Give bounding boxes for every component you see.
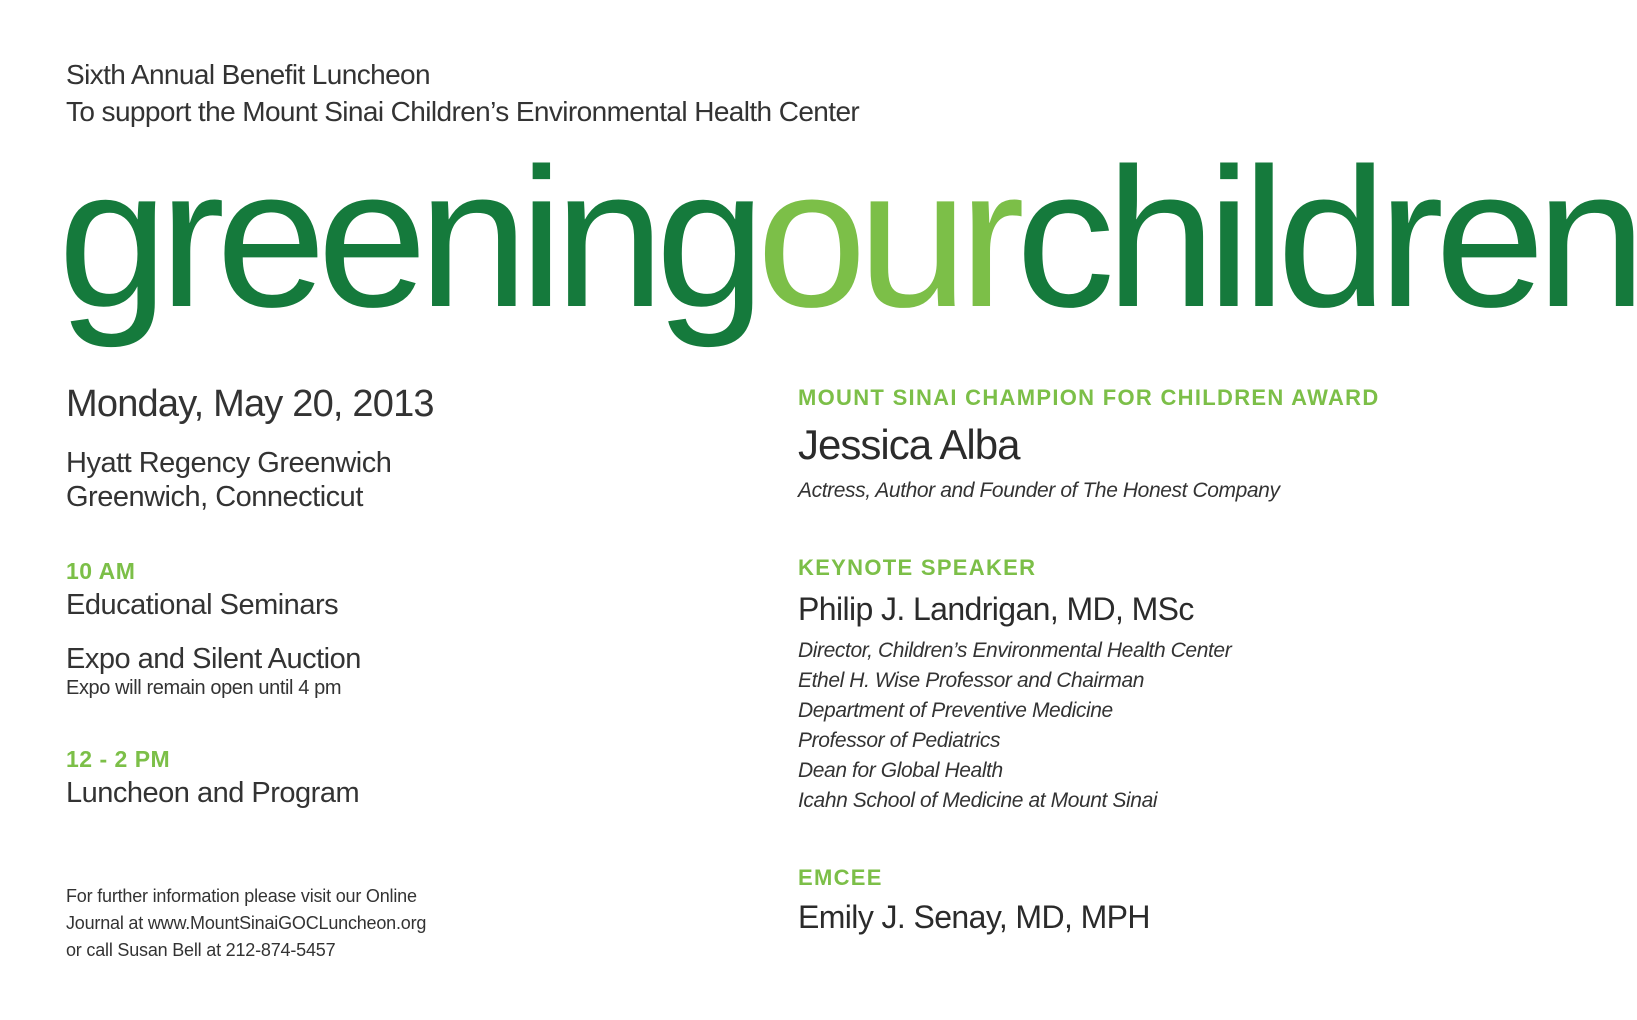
emcee-name: Emily J. Senay, MD, MPH bbox=[798, 899, 1150, 935]
schedule-expo: Expo and Silent Auction bbox=[66, 643, 361, 675]
event-venue bbox=[66, 446, 391, 514]
schedule-expo-note: Expo will remain open until 4 pm bbox=[66, 677, 342, 699]
keynote-label: KEYNOTE SPEAKER bbox=[798, 555, 1037, 580]
emcee-label: EMCEE bbox=[798, 865, 883, 890]
keynote-role: Ethel H. Wise Professor and Chairman bbox=[798, 669, 1145, 692]
keynote-role: Professor of Pediatrics bbox=[798, 729, 1001, 752]
wordmark-part-children: children bbox=[1015, 127, 1637, 348]
event-date: Monday, May 20, 2013 bbox=[66, 383, 434, 425]
venue-location: Greenwich, Connecticut bbox=[66, 481, 363, 513]
wordmark-part-our: our bbox=[756, 127, 1016, 348]
greening-our-children-wordmark bbox=[58, 127, 1637, 348]
event-intro bbox=[66, 56, 859, 130]
contact-info bbox=[66, 883, 426, 964]
keynote-role: Director, Children’s Environmental Health Center bbox=[798, 639, 1232, 662]
schedule-seminars: Educational Seminars bbox=[66, 589, 339, 621]
contact-line-3: or call Susan Bell at 212-874-5457 bbox=[66, 940, 336, 960]
time-label-midday: 12 - 2 PM bbox=[66, 746, 171, 772]
keynote-role: Department of Preventive Medicine bbox=[798, 699, 1113, 722]
intro-line-2: To support the Mount Sinai Children’s Environmental Health Center bbox=[66, 96, 860, 127]
keynote-role: Dean for Global Health bbox=[798, 759, 1003, 782]
contact-line-2: Journal at www.MountSinaiGOCLuncheon.org bbox=[66, 913, 427, 933]
keynote-speaker-roles bbox=[798, 636, 1231, 816]
schedule-luncheon: Luncheon and Program bbox=[66, 777, 360, 809]
time-label-morning: 10 AM bbox=[66, 558, 136, 584]
venue-name: Hyatt Regency Greenwich bbox=[66, 447, 392, 479]
intro-line-1: Sixth Annual Benefit Luncheon bbox=[66, 59, 431, 90]
award-label: MOUNT SINAI CHAMPION FOR CHILDREN AWARD bbox=[798, 385, 1380, 410]
award-honoree-name: Jessica Alba bbox=[798, 421, 1020, 468]
award-honoree-role: Actress, Author and Founder of The Honest Company bbox=[798, 479, 1280, 502]
keynote-role: Icahn School of Medicine at Mount Sinai bbox=[798, 789, 1158, 812]
wordmark-part-greening: greening bbox=[58, 127, 757, 348]
keynote-speaker-name: Philip J. Landrigan, MD, MSc bbox=[798, 591, 1194, 627]
contact-line-1: For further information please visit our Online bbox=[66, 886, 417, 906]
